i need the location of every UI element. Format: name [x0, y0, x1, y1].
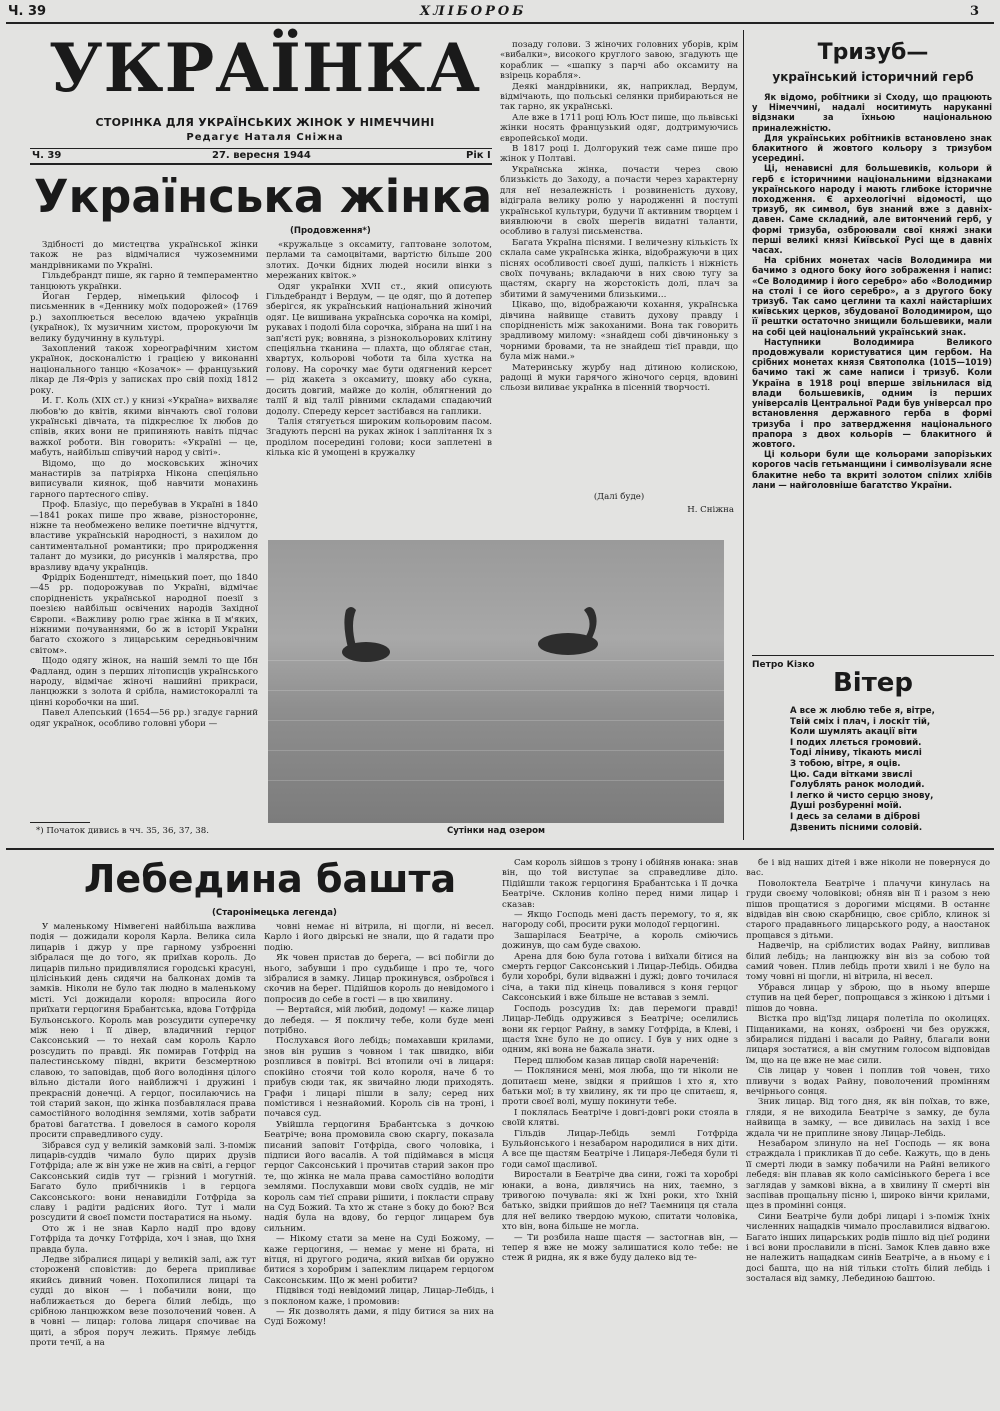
paragraph: — Якщо Господь мені дасть перемогу, то я, як нагороду собі, просити руки молодої герцогині.	[502, 910, 738, 931]
paragraph: Здібності до мистецтва української жінки також не раз відмічалися чужоземними мандрівниками по Україні.	[30, 240, 258, 271]
masthead-year: Рік І	[466, 150, 491, 161]
legend-column-2	[264, 922, 494, 1404]
paragraph: Українська жінка, почасти через свою близькість до Заходу, а почасти через характерну для неї незалежність і розвиненість духову, відіграла велику ролю у народженні й поступі української культури, будучи її активним творцем і виявлюючи в своїх шерегів видатні таланти, особливо в галузі письменства.	[500, 164, 738, 238]
swans-photo	[268, 540, 724, 823]
issue-number: Ч. 39	[8, 4, 47, 19]
article-column-1	[30, 240, 258, 810]
legend-title: Лебедина башта	[83, 857, 457, 901]
paragraph: Гільдів Лицар-Лебідь землі Готфріда Бульйонського і незабаром народилися в них діти. А все ще щастям Беатріче і Лицаря-Лебедя були ті годи самої щасливої.	[502, 1128, 738, 1170]
masthead-rule-bottom	[30, 163, 492, 165]
paragraph: Відомо, що до московських жіночих манастирів за патріярха Нікона спеціяльно виписували киянок, щоб навчити монахинь гарного партесного співу.	[30, 458, 258, 500]
paragraph: Перед шлюбом казав лицар своїй нареченій:	[514, 1055, 720, 1066]
paragraph: Зашарілася Беатріче, а король сміючись дожинув, що сам буде свахою.	[502, 930, 738, 952]
poem-line: І десь за селами в діброві	[790, 811, 921, 822]
poem-line: Твій сміх і плач, і лоскіт тій,	[790, 716, 931, 727]
header-rule	[6, 22, 994, 24]
paragraph: Увійшла герцогиня Брабантська з дочкою Беатріче; вона промовила свою скаргу, показала писаний заповіт Готфріда, свого чоловіка, і підписи його васалів. А той підіймався в місця герцог Саксонський і прочитав старий закон про те, що жінка не мала права самостійно володіти землями. Послухавши мови своїх суддів, не міг король сам тієї справи рішити, і покласти справу на Суд Божий. Та хто ж стане з боку до бою? Вся надія була на вдову, бо герцог лицарем був сильним.	[264, 1119, 494, 1234]
paragraph: Проф. Блазіус, що перебував в Україні в 1840—1841 роках пише про жваве, різностороннє, ніжне та необмежено велике поетичне відчуття, властиве українській народності, з нахилом до сантиментальної романтики; про природження талант до музики, до рисунків і малярства, про вразливу вдачу українців.	[30, 500, 258, 573]
poem-line: Коли шумлять акації віти	[790, 727, 918, 738]
swan-silhouettes	[268, 540, 724, 823]
paragraph: Наступники Володимира Великого продовжували користуватися цим гербом. На срібних монетах князя Святополка (1015—1019) бачимо такі ж саме написи і тризуб. Коли Україна в 1918 році вперше звільнилася від влади большевиків, одним із перших універсалів Центральної Ради був універсал про встановлення державного герба в формі тризуба і про затвердження національного прапора з двох кольорів — блакитного й жовтого.	[752, 336, 992, 449]
paragraph: Господь розсудив їх: дав перемоги правді! Лицар-Лебідь одружився з Беатріче; оселились вони як герцог Райну, в замку Готфріда, в Клеві, і щастя їхнє було не до опису. І був у них одне з одним, які вона не бажала знати.	[502, 1003, 738, 1056]
paper-title: ХЛІБОРОБ	[420, 4, 527, 19]
poem-line: Тоді ліниву, тікають мислі	[790, 748, 922, 759]
article-subtitle: (Продовження*)	[290, 226, 371, 236]
paragraph: Щодо одягу жінок, на нашій землі то ще Ібн Фадланд, один з перших літописців українського народу, відмічає жіночі нашийні прикраси, ланцюжки з золота й срібла, намистокораллі та цінні коробочки на шиї.	[30, 656, 258, 708]
paragraph: Сів лицар у човен і поплив той човен, тихо пливучи з водах Райну, поволочений промінням вечірнього сонця.	[746, 1066, 990, 1097]
paragraph: И. Г. Коль (XIX ст.) у книзі «Україна» вихваляє любов'ю до квітів, якими вінчають свої голови українські дівчата, та підкреслює їх любов до співів, яких вони не припиняють навіть підчас важкої роботи. Він говорить: «Україні — це, мабуть, найбільш співучий народ у світі».	[30, 396, 258, 459]
paragraph: Зібрався суд у великій замковій залі. З-поміж лицарів-суддів чимало було щирих друзів Готфріда; але ж він уже не жив на світі, а герцог Саксонський сидів тут — грізний і могутній. Багато було прибічників і в герцога Саксонського: вони ненавиділи Готфріда за славу і радіти радісних його. Тут і мали розсудити й своєї помсти постаратися на ньому.	[30, 1140, 256, 1224]
paragraph: Незабаром злинуло на неї Господь — як вона страждала і прикликав її до себе. Кажуть, що в день її смерті люди в замку побачили на Райні великого лебедя: він плавав як коло самісінького берега і все заглядав у замкові вікна, а в хвилину її смерті він заспівав прощальну пісню і, широко вінчи крилами, щез в промінні сонця.	[746, 1138, 990, 1212]
paragraph: Убрався лицар у зброю, що в ньому вперше ступив на цей берег, попрощався з жінкою і дітьми і пішов до човна.	[746, 982, 990, 1014]
article-author: Н. Сніжна	[687, 505, 734, 515]
poem-line: Дзвенить пісними соловій.	[790, 822, 923, 833]
footnote-text: *) Початок дивись в чч. 35, 36, 37, 38.	[36, 826, 209, 836]
photo-caption: Сутінки над озером	[446, 826, 546, 836]
paragraph: Підвівся тоді невідомий лицар, Лицар-Лебідь, і з поклоном каже, і промовив:	[264, 1286, 494, 1307]
masthead-subtitle: СТОРІНКА ДЛЯ УКРАЇНСЬКИХ ЖІНОК У НІМЕЧЧИНІ	[95, 116, 435, 129]
legend-column-1	[30, 922, 256, 1404]
poem-line: І легко й чисто серцю знову,	[790, 790, 934, 801]
poem-title: Вітер	[832, 668, 914, 698]
paragraph: Сини Беатріче були добрі лицарі і з-поміж їхніх численних нащадків чимало прославилися відвагою. Багато інших лицарських родів пішло від цієї родини і всі вони прославили в пісні. Замок Клев давно вже не належить нащадкам синів Беатріче, а в ньому є і досі башта, що на ній тільки стоїть білий лебідь і зосталася від замку, Лебединою баштою.	[746, 1211, 990, 1285]
paragraph: «кружальце з оксамиту, гаптоване золотом, перлами та самоцвітами, вартістю більше 200 злотих. Дочки бідних людей носили вінки з мережаних квіток.»	[266, 240, 492, 282]
masthead-rule-top	[30, 148, 492, 149]
paragraph: — Вертайся, мій любий, додому! — каже лицар до лебедя. — Я покличу тебе, коли буде мені потрібно.	[264, 1005, 494, 1037]
trident-body	[752, 92, 992, 652]
section-rule	[6, 848, 994, 850]
paragraph: Послухався його лебідь; помахавши крилами, знов він рушив з човном і так швидко, віби розплився в повітрі. Всі втопили очі в лицаря: спокійно стоячи той коло короля, наче б то прибув сюди так, як звичайно люди приходять. Графи і лицарі пішли в залу; серед них помістився і незнайомий. Король сів на троні, і почався суд.	[264, 1036, 494, 1120]
trident-title: Тризуб—	[817, 40, 929, 65]
paragraph: Виростали в Беатріче два сини, гожі та хоробрі юнаки, а вона, дивлячись на них, таємно, з тривогою почувала: які ж їхні роки, хто їхній батько, звідки прийшов до неї? Таємниця ця стала для неї велико твердою мукою, спитати чоловіка, хто він, вона більше не могла.	[502, 1170, 738, 1233]
paragraph: Ці, ненависні для большевиків, кольори й герб є історичними національними відзнаками українського народу і мають глибоке історичне походження. Є археологічні відомості, що тризуб, як символ, був знаний вже з давніх-давен. Саме складний, але витончений герб, у формі тризуба, озброювали свої княжі знаки перші великі князі Київської Русі ще в давніх часах.	[752, 163, 992, 256]
legend-column-3	[502, 858, 738, 1404]
masthead-issue: Ч. 39	[32, 150, 62, 161]
paragraph: У маленькому Німвегені найбільша важлива подія — дожидали короля Карла. Велика сила лицарів і джур у пре гарному узброєнні зібралася ще до того, як приїхав король. До лицарів пильно придивлялися городські красуні, цілісінький день сидячи на балконах домів та замків. Ніколи не було так людно в маленькому місті. Усі дожидали короля: впросила його приїхати герцогиня Брабантська, вдова Готфріда Бульонського. Король мав розсудити суперечку між нею і її дівер, владичний герцог Саксонський — то нехай сам король Карло розсудить по правді. Як помирав Готфрід на палестинському півдні, вкрити безсмертною славою, то заповідав, щоб його володіння цілого вільно дістали його найближчі і дружині і прекрасній донечці. А герцог, посилаючись на той старий закон, що жінка позбавлялася права самостійного володіння землями, хотів забрати братові багатства. І довелося в самого короля просити справедливого суду.	[30, 922, 256, 1141]
poem-line: Цю. Сади вітками звислі	[790, 769, 913, 780]
paragraph: Материнську журбу над дітиною колискою, радощі й муки гарячого жіночого серця, вдовині сльози виливає українка в пісенній творчості.	[500, 362, 738, 394]
masthead-title: УКРАЇНКА	[48, 29, 481, 107]
paragraph: Вістка про від'їзд лицаря полетіла по околицях. Піщаниками, на конях, озброєні чи без оружжя, збиралися піддані і васали до Райну, благали вони лицаря зостатися, а він смутним голосом відповідав їм, що на це вже не має сили.	[746, 1014, 990, 1066]
paragraph: — Нікому стати за мене на Суді Божому, — каже герцогиня, — немає у мене ні брата, ні вітця, ні другого родича, який виїхав би оружно битися з хоробрим і запеклим лицарем герцогом Саксонським. Що ж мені робити?	[264, 1234, 494, 1286]
masthead-editor: Редагує Наталя Сніжна	[186, 132, 344, 143]
paragraph: Деякі мандрівники, як, наприклад, Вердум, відмічають, що польські селянки прибираються не так гарно, як українські.	[500, 81, 738, 113]
poem-line: Голублять ранок молодий.	[790, 780, 925, 791]
masthead-date: 27. вересня 1944	[212, 150, 311, 161]
paragraph: Захоплений також хореографічним хистом українок, досконалістю і грацією у виконанні національного танцю «Козачок» — французький лікар де Ля-Фріз у записках про свій похід 1812 року.	[30, 344, 258, 396]
poem-rule	[752, 655, 994, 656]
paragraph: Багата Україна піснями. І величезну кількість їх склала саме українська жінка, відображуючи в цих піснях особливості своєї душі, палкість і ніжність своїх почувань; вкладаючи в них свою тугу за щастям, скаргу на жорстокість долі, плач за збитими й замученими близькими…	[500, 237, 738, 300]
paragraph: — Поклянися мені, моя люба, що ти ніколи не допитаєш мене, звідки я прийшов і хто я, хто батьки мої; в ту хвилину, як ти про це спитаєш, я, проти своєї волі, мушу покинути тебе.	[502, 1066, 738, 1108]
paragraph: В 1817 році І. Долгорукий теж саме пише про жінок у Полтаві.	[500, 144, 738, 165]
poem-body	[790, 706, 990, 833]
paragraph: Павел Алепський (1654—56 рр.) згадує гарний одяг українок, особливо головні убори —	[30, 708, 258, 729]
paragraph: Арена для бою була готова і виїхали бітися на смерть герцог Саксонський і Лицар-Лебідь. Обидва були хоробрі, були відважні і дужі; довго точилася січа, а таки під кінець повалився з коня герцог Саксонський і вже більше не вставав з землі.	[502, 951, 738, 1004]
paragraph: Для українських робітників встановлено знак блакитного й жовтого кольору з тризубом усередині.	[752, 132, 992, 164]
article-column-3	[500, 40, 738, 510]
article-column-2	[266, 240, 492, 534]
paragraph: Як відомо, робітники зі Сходу, що працюють у Німеччині, надалі носитимуть наруканні відзнаки за їхньою національною приналежністю.	[752, 92, 992, 133]
paragraph: Надвечір, на сріблистих водах Райну, випливав білий лебідь; на ланцюжку він віз за собою той самий човен. Плив лебідь проти хвилі і не було на тому човні ні щогли, ні вітрила, ні весел.	[746, 941, 990, 983]
legend-column-4	[746, 858, 990, 1404]
continued-note: (Далі буде)	[593, 492, 645, 502]
paragraph: Ледве зібралися лицарі у великій залі, аж тут стороженй сповістив: до берега припливає якийсь дивний човен. Похопилися лицарі та судді до вікон — і побачили вони, що наближається до берега білий лебідь, що срібною ланцюжком везе позолочений човен. А в човні — лицар: голова лицаря спочиває на щиті, а зброя поруч лежить. Прямує лебідь проти течії, а на	[30, 1255, 256, 1349]
trident-subtitle: український історичний герб	[772, 70, 974, 84]
paragraph: Але вже в 1711 році Юль Юст пише, що львівські жінки носять французький одяг, додтримуючись європейської моди.	[500, 112, 738, 144]
poem-author: Петро Кізко	[752, 660, 815, 670]
paragraph: бе і від наших дітей і вже ніколи не повернуся до вас.	[746, 858, 990, 879]
paragraph: човні немає ні вітрила, ні щогли, ні весел. Карло і його двірські не знали, що й гадати про подію.	[264, 922, 494, 953]
paragraph: Гільдебрандт пише, як гарно й темпераментно танцюють українки.	[30, 271, 258, 292]
paragraph: Фрідріх Боденштедт, німецький поет, що 1840—45 рр. подорожував по Україні, відмічає спорідненість української народної поезії з поезією найбільш освічених народів Західної Європи. «Важливу ролю грає жінка в її м'яких, ніжними почуваннями, бо ж в історії України багато схожого з лицарським середньовічним світом».	[30, 573, 258, 656]
poem-line: А все ж люблю тебе я, вітре,	[790, 706, 935, 716]
paragraph: Сам король зійшов з трону і обійняв юнака: знав він, що той виступає за справедливе діло. Підійшли також герцогиня Брабантська і її дочка Беатріче. Склонив колінo перед ними лицар і сказав:	[502, 858, 738, 910]
paragraph: Ці кольори були ще кольорами запорізьких корогов часів гетьманщини і символізували ясне блакитне небо та вкриті золотом спілих хлібів лани — найголовніше багатство України.	[752, 449, 992, 490]
footnote	[36, 826, 260, 838]
poem-line: Душі розбуренні моїй.	[790, 801, 902, 812]
paragraph: Одяг українки XVII ст., який описують Гільдебрандт і Вердум, — це одяг, що й дотепер зберігся, як український національний жіночий одяг. Це вишивана українська сорочка на комірі, рукавах і подолі біла сорочка, зібрана на шиї і на зап'ясті рук; вовняна, з різнокольорових клітину спеціяльна тканина — плахта, що облягає стан, хвартух, кольорові чоботи та біла хустка на голову. На сорочку має бути одягнений керсет — рід жакета з оксамиту, шовку або сукна, досить довгий, майже до колін, облягнений до талії й від талії рівними складами спадаючий додолу. Спереду керсет застібався на гаплики.	[266, 281, 492, 417]
page-number: 3	[970, 4, 980, 19]
paragraph: Поволоктела Беатріче і плачучи кинулась на груди своєму чоловікові; обняв він її і разом з нею пішов прощатися з дорогими місцями. В останнє відвідав він свою скарбницю, своє срібло, клинок зі старого прадавнього лицарського роду, а наостанок прощався з дітьми.	[746, 878, 990, 941]
article-title: Українська жінка	[33, 170, 493, 223]
column-rule	[743, 30, 744, 840]
legend-subtitle: (Старонімецька легенда)	[212, 908, 337, 918]
poem-line: І подих ллється громовий.	[790, 737, 922, 748]
paragraph: І поклялась Беатріче і довгі-довгі роки стояла в своїй клятві.	[502, 1107, 738, 1129]
paragraph: — Як дозволять дами, я піду битися за них на Суді Божому!	[264, 1307, 494, 1328]
paragraph: Як човен пристав до берега, — всі побігли до нього, забувши і про судьбище і про те, чого зібралися в замку. Лицар прокинувся, озброївся і скочив на берег. Підійшов король до невідомого і попросив до себе в гості — в цю хвилину.	[264, 953, 494, 1005]
paragraph: позаду голови. З жіночих головних уборів, крім «вибалки», високого круглого завою, згадують ще кораблик — «шапку з парчі або оксамиту на взірець корабля».	[500, 40, 738, 82]
paragraph: Йоган Гердер, німецький філософ і письменник в «Деннику моїх подорожей» (1769 р.) захоплюється веселою вдачею українців (українок), їх музичним хистом, пророкуючи їм велику будучинну в культурі.	[30, 292, 258, 344]
paragraph: Ото ж і не знав Карло надії про вдову Готфріда та дочку Готфріда, хоч і знав, що їхня правда була.	[30, 1223, 256, 1255]
paragraph: Талія стягується широким кольоровим пасом. Згадують персні на руках жінок і заплітання їх з проділом посередині голови; коси заплетені в кілька кіс й умощені в кружалку	[266, 416, 492, 459]
paragraph: Цікаво, що, відображаючи кохання, українська дівчина найвище ставить духову правду і спорідненість між закоханими. Вона так говорить зрадливому милому: «знайдеш собі дівчиноньку з чорними бровами, та не знайдеш тієї правди, що була між нами.»	[500, 300, 738, 363]
paragraph: — Ти розбила наше щастя — застогнав він, — тепер я вже не можу залишатися коло тебе: не стеж й ридна, як я вже буду далеко від те-	[502, 1232, 738, 1264]
poem-line: З тобою, вітре, я оців.	[790, 758, 901, 769]
paragraph: Зник лицар. Від того дня, як він поїхав, то вже, гляди, я не виходила Беатріче з замку, де була найвища в замку, — все дивилась на захід і все ждала чи не приплине знову Лицар-Лебідь.	[746, 1097, 990, 1139]
footnote-rule	[30, 822, 90, 823]
paragraph: На срібних монетах часів Володимира ми бачимо з одного боку його зображення і напис: «Се Володимир і його серебро» або «Володимир на столі і се його серебро», а з другого боку тризуб. Так само цеглини та кахлі найстаріших київських церков, збудованої Володимиром, що її рештки остаточно знищили большевики, мали на собі цей національний український знак.	[752, 255, 992, 337]
